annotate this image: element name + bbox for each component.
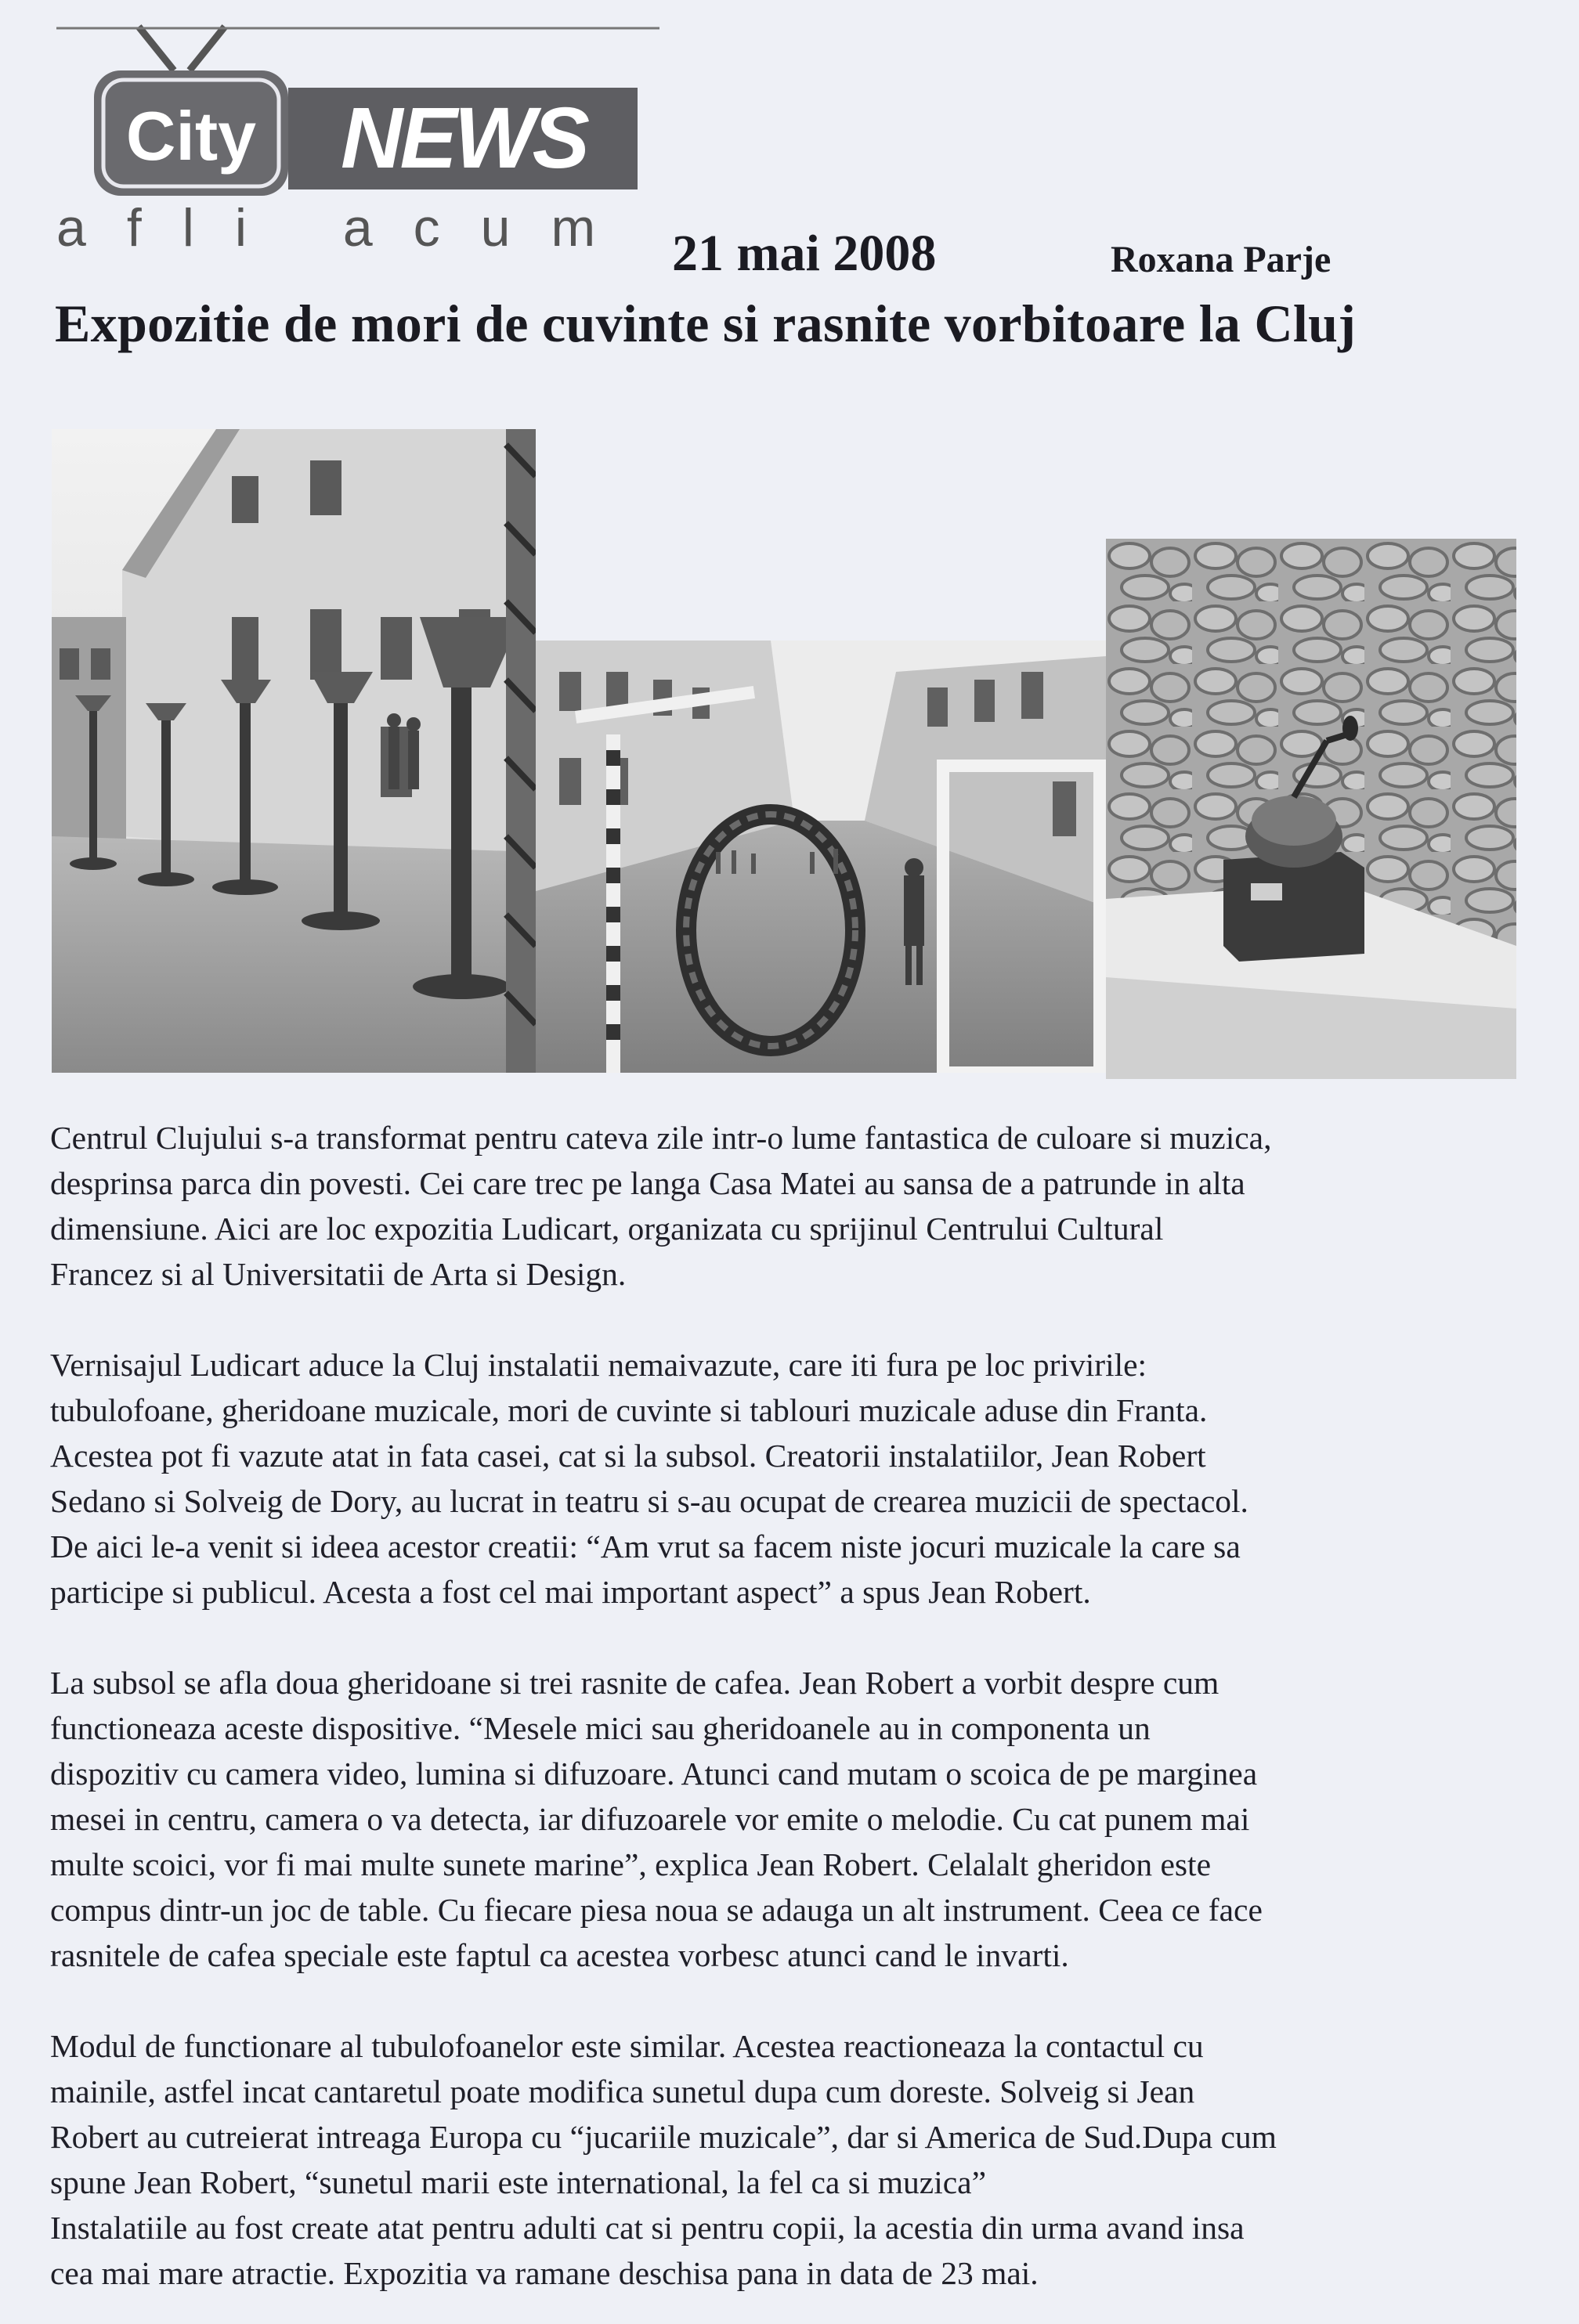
text-line: functioneaza aceste dispositive. “Mesele mici sau gheridoanele au in componenta un [50, 1710, 1151, 1746]
coffee-grinder-photo [1106, 539, 1516, 1079]
text-line: dimensiune. Aici are loc expozitia Ludicart, organizata cu sprijinul Centrului Cultural [50, 1211, 1164, 1247]
text-line: Robert au cutreierat intreaga Europa cu “jucariile muzicale”, dar si America de Sud.Dupa cum [50, 2119, 1277, 2155]
text-line: dispozitiv cu camera video, lumina si difuzoare. Atunci cand mutam o scoica de pe marginea [50, 1756, 1258, 1792]
text-line: Vernisajul Ludicart aduce la Cluj instalatii nemaivazute, care iti fura pe loc privirile: [50, 1347, 1147, 1383]
article-paragraph [50, 2023, 1523, 2296]
text-line: multe scoici, vor fi mai multe sunete marine”, explica Jean Robert. Celalalt gheridon este [50, 1846, 1211, 1882]
street-installation-photo [52, 429, 536, 1073]
text-line: Modul de functionare al tubulofoanelor este similar. Acestea reactioneaza la contactul cu [50, 2028, 1204, 2064]
text-line: desprinsa parca din povesti. Cei care trec pe langa Casa Matei au sansa de a patrunde in alta [50, 1165, 1245, 1201]
article-paragraph [50, 1115, 1523, 1297]
ring-frame-street-photo [536, 641, 1106, 1073]
text-line: rasnitele de cafea speciale este faptul ca acestea vorbesc atunci cand le invarti. [50, 1937, 1069, 1973]
article-title: Expozitie de mori de cuvinte si rasnite vorbitoare la Cluj [55, 294, 1357, 353]
text-line: Acestea pot fi vazute atat in fata casei, cat si la subsol. Creatorii instalatiilor, Jean Robert [50, 1438, 1206, 1474]
text-line: mesei in centru, camera o va detecta, iar difuzoarele vor emite o melodie. Cu cat punem mai [50, 1801, 1250, 1837]
text-line: mainile, astfel incat cantaretul poate modifica sunetul dupa cum doreste. Solveig si Jean [50, 2073, 1195, 2109]
text-line: cea mai mare atractie. Expozitia va ramane deschisa pana in data de 23 mai. [50, 2255, 1039, 2291]
article-author: Roxana Parje [1111, 239, 1331, 280]
svg-text:NEWS: NEWS [341, 90, 587, 186]
text-line: spune Jean Robert, “sunetul marii este international, la fel ca si muzica” [50, 2164, 986, 2200]
text-line: De aici le-a venit si ideea acestor creatii: “Am vrut sa facem niste jocuri muzicale la care sa [50, 1528, 1241, 1564]
article-body [50, 1115, 1523, 2296]
logo-tagline: afli acum [56, 198, 637, 258]
article-paragraph [50, 1342, 1523, 1615]
text-line: Centrul Clujului s-a transformat pentru cateva zile intr-o lume fantastica de culoare si muzica, [50, 1120, 1272, 1156]
text-line: Francez si al Universitatii de Arta si Design. [50, 1256, 627, 1292]
text-line: Sedano si Solveig de Dory, au lucrat in teatru si s-au ocupat de crearea muzicii de spectacol. [50, 1483, 1248, 1519]
text-line: tubulofoane, gheridoane muzicale, mori de cuvinte si tablouri muzicale aduse din Franta. [50, 1392, 1208, 1428]
text-line: La subsol se afla doua gheridoane si trei rasnite de cafea. Jean Robert a vorbit despre cum [50, 1665, 1219, 1701]
text-line: compus dintr-un joc de table. Cu fiecare piesa noua se adauga un alt instrument. Ceea ce face [50, 1892, 1263, 1928]
text-line: Instalatiile au fost create atat pentru adulti cat si pentru copii, la acestia din urma avand insa [50, 2210, 1245, 2246]
article-paragraph [50, 1660, 1523, 1978]
article-date: 21 mai 2008 [672, 225, 937, 282]
text-line: participe si publicul. Acesta a fost cel mai important aspect” a spus Jean Robert. [50, 1574, 1091, 1610]
svg-text:City: City [125, 97, 257, 175]
